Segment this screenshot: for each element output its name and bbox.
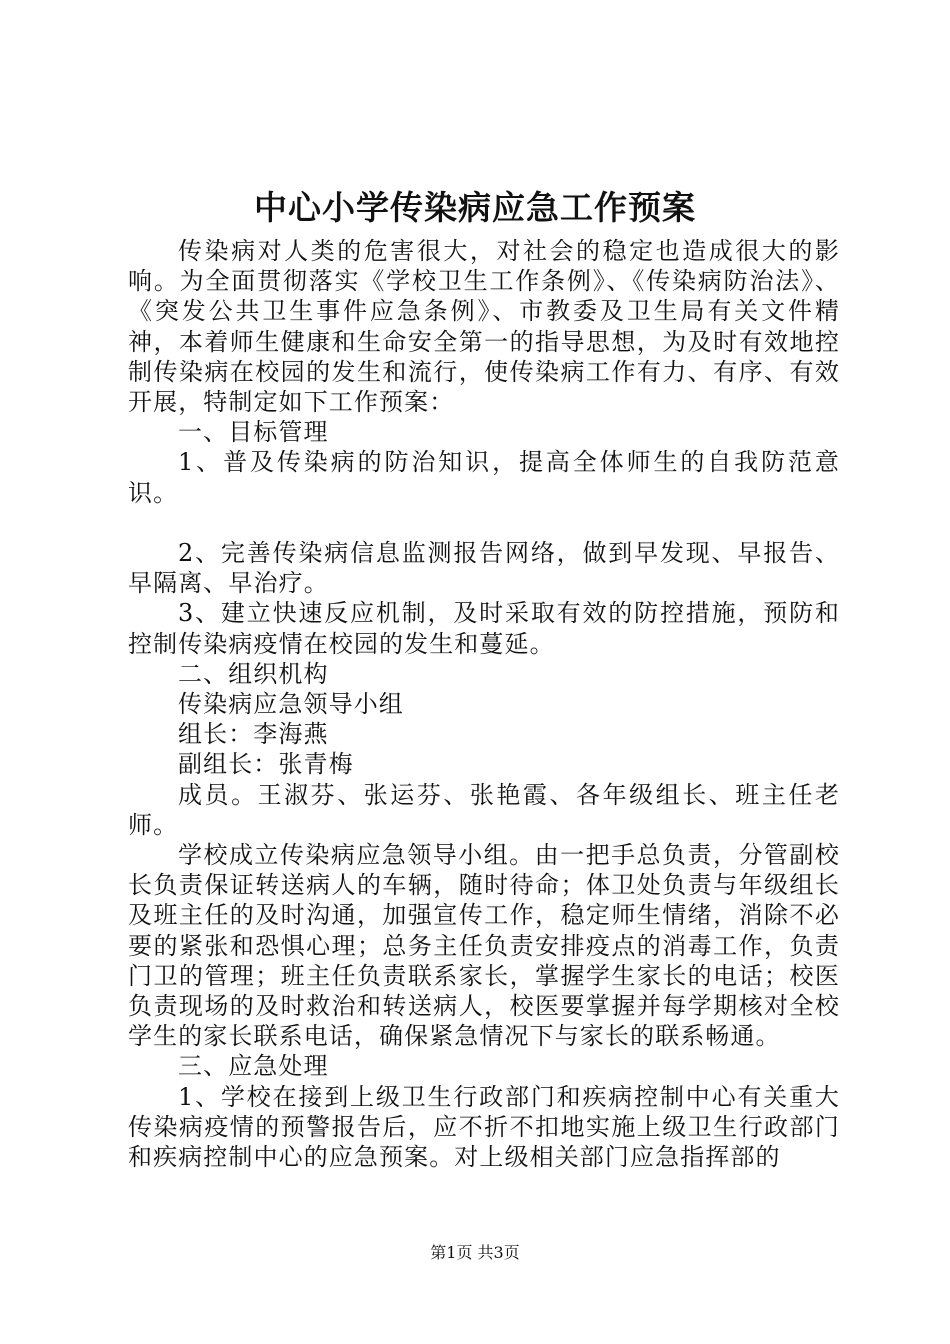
group-members: 成员。王淑芬、张运芬、张艳霞、各年级组长、班主任老师。 [128, 780, 840, 839]
blank-line [128, 508, 840, 538]
document-title: 中心小学传染病应急工作预案 [254, 188, 696, 227]
section-heading-organization: 二、组织机构 [178, 659, 329, 688]
goal-item-1: 1、普及传染病的防治知识，提高全体师生的自我防范意识。 [128, 448, 840, 507]
intro-paragraph: 传染病对人类的危害很大，对社会的稳定也造成很大的影响。为全面贯彻落实《学校卫生工作条例》、《传染病防治法》、《突发公共卫生事件应急条例》、市教委及卫生局有关文件精神，本着师生健康和生命安全第一的指导思想，为及时有效地控制传染病在校园的发生和流行，使传染病工作有力、有序、有效开展，特制定如下工作预案： [128, 237, 840, 417]
page-footer: 第1页 共3页 [430, 1243, 520, 1262]
group-leader: 组长：李海燕 [178, 720, 329, 749]
goal-item-2: 2、完善传染病信息监测报告网络，做到早发现、早报告、早隔离、早治疗。 [128, 539, 840, 598]
deputy-group-leader: 副组长：张青梅 [178, 750, 354, 779]
leadership-group-title: 传染病应急领导小组 [178, 690, 404, 719]
section-heading-goals: 一、目标管理 [178, 418, 329, 447]
emergency-item-1: 1、学校在接到上级卫生行政部门和疾病控制中心有关重大传染病疫情的预警报告后，应不折不扣地实施上级卫生行政部门和疾病控制中心的应急预案。对上级相关部门应急指挥部的 [128, 1082, 840, 1172]
goal-item-3: 3、建立快速反应机制，及时采取有效的防控措施，预防和控制传染病疫情在校园的发生和蔓延。 [128, 599, 840, 658]
document-body [128, 236, 840, 1172]
responsibilities-paragraph: 学校成立传染病应急领导小组。由一把手总负责，分管副校长负责保证转送病人的车辆，随时待命；体卫处负责与年级组长及班主任的及时沟通，加强宣传工作，稳定师生情绪，消除不必要的紧张和恐惧心理；总务主任负责安排疫点的消毒工作，负责门卫的管理；班主任负责联系家长，掌握学生家长的电话；校医负责现场的及时救治和转送病人，校医要掌握并每学期核对全校学生的家长联系电话，确保紧急情况下与家长的联系畅通。 [128, 841, 840, 1051]
section-heading-emergency: 三、应急处理 [178, 1052, 329, 1081]
